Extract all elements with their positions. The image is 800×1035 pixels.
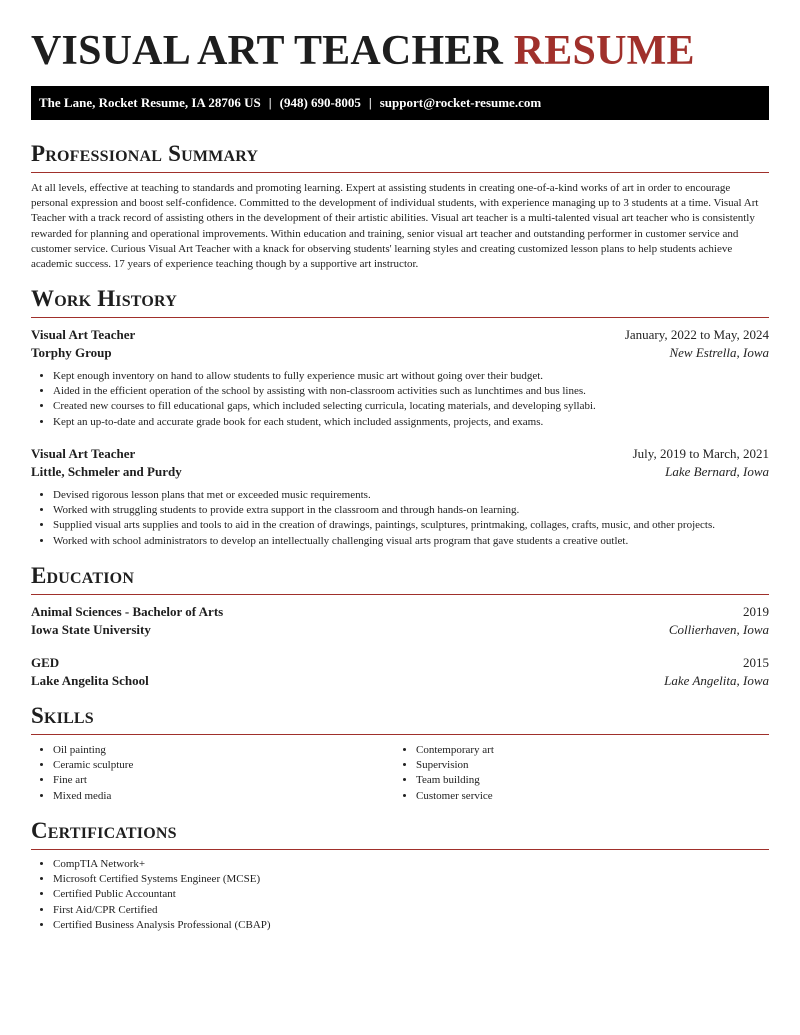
job-location: New Estrella, Iowa: [669, 345, 769, 360]
job-2-bullets: [53, 488, 715, 549]
education-degree: GED: [31, 655, 60, 670]
summary-text: At all levels, effective at teaching to standards and promoting learning. Expert at assisting students in creating one-of-a-kind works of art in order to encourage personal expression and boost self-confidence. Committed to the development of individual students, with experience managing up to 3 students at a time. Visual Art Teacher with a track record of assisting others in the development of their artistic abilities. Visual art teacher is a multi-talented visual art teacher who is consistently rewarded for planning and operational improvements. Within education and training, senior visual art teacher and outstanding performer in customer service and customer service. Curious Visual Art Teacher with a knack for observing students' learning styles and creating customized lesson plans to help students achieve academic success. 17 years of experience teaching though by a supportive art instructor.: [31, 182, 759, 271]
list-item: • Created new courses to fill educational gaps, which included selecting curricula, locating materials, and developing syllabi.: [53, 399, 596, 414]
list-item: • Fine art: [53, 773, 133, 788]
contact-bar: [31, 86, 769, 120]
job-dates: July, 2019 to March, 2021: [632, 446, 769, 461]
section-divider: [31, 317, 769, 318]
resume-title: [31, 26, 695, 76]
list-item: • Worked with school administrators to develop an intellectually challenging visual arts program that gave students a creative outlet.: [53, 534, 715, 549]
section-divider: [31, 172, 769, 173]
education-location: Collierhaven, Iowa: [668, 622, 769, 637]
list-item: • Devised rigorous lesson plans that met or exceeded music requirements.: [53, 488, 715, 503]
contact-email: support@rocket-resume.com: [379, 95, 542, 110]
skills-left-list: [53, 743, 133, 804]
list-item: • Team building: [416, 773, 494, 788]
list-item: • Worked with struggling students to provide extra support in the classroom and through hands-on learning.: [53, 503, 715, 518]
section-divider: [31, 734, 769, 735]
education-1-school-row: [31, 621, 769, 639]
skills-right-list: [416, 743, 494, 804]
list-item: • Oil painting: [53, 743, 133, 758]
education-year: 2015: [743, 655, 769, 670]
section-divider: [31, 594, 769, 595]
education-school: Lake Angelita School: [31, 673, 149, 688]
education-2-school-row: [31, 672, 769, 690]
work-history-heading: Work History: [31, 286, 177, 311]
summary-heading: Professional Summary: [31, 141, 259, 166]
education-heading: Education: [31, 563, 135, 588]
list-item: • CompTIA Network+: [53, 857, 271, 872]
contact-separator: |: [368, 95, 372, 110]
certifications-list: [53, 857, 271, 933]
job-company: Little, Schmeler and Purdy: [31, 464, 182, 479]
skills-heading: Skills: [31, 703, 94, 728]
list-item: • First Aid/CPR Certified: [53, 903, 271, 918]
education-location: Lake Angelita, Iowa: [664, 673, 769, 688]
contact-address: The Lane, Rocket Resume, IA 28706 US: [39, 95, 261, 110]
education-school: Iowa State University: [31, 622, 151, 637]
title-accent: RESUME: [513, 28, 695, 74]
job-1-header: [31, 326, 769, 344]
job-2-header: [31, 445, 769, 463]
list-item: • Aided in the efficient operation of the school by assisting with non-classroom activities such as lunchtimes and bus lines.: [53, 384, 596, 399]
list-item: • Supervision: [416, 758, 494, 773]
section-divider: [31, 849, 769, 850]
list-item: • Microsoft Certified Systems Engineer (MCSE): [53, 872, 271, 887]
list-item: • Kept an up-to-date and accurate grade book for each student, which included assignments, projects, and exams.: [53, 415, 596, 430]
list-item: • Ceramic sculpture: [53, 758, 133, 773]
job-1-company-row: [31, 344, 769, 362]
list-item: • Kept enough inventory on hand to allow students to fully experience music art without going over their budget.: [53, 369, 596, 384]
contact-phone: (948) 690-8005: [279, 95, 361, 110]
title-main: VISUAL ART TEACHER: [31, 28, 504, 74]
education-2-header: [31, 654, 769, 672]
job-location: Lake Bernard, Iowa: [665, 464, 769, 479]
list-item: • Certified Business Analysis Professional (CBAP): [53, 918, 271, 933]
list-item: • Customer service: [416, 789, 494, 804]
job-dates: January, 2022 to May, 2024: [624, 327, 769, 342]
education-1-header: [31, 603, 769, 621]
job-1-bullets: [53, 369, 596, 430]
job-company: Torphy Group: [31, 345, 112, 360]
job-role: Visual Art Teacher: [31, 446, 136, 461]
list-item: • Supplied visual arts supplies and tools to aid in the creation of drawings, paintings, sculptures, printmaking, collages, crafts, music, and other projects.: [53, 518, 715, 533]
education-year: 2019: [743, 604, 769, 619]
certifications-heading: Certifications: [31, 818, 177, 843]
list-item: • Contemporary art: [416, 743, 494, 758]
job-role: Visual Art Teacher: [31, 327, 136, 342]
list-item: • Certified Public Accountant: [53, 887, 271, 902]
list-item: • Mixed media: [53, 789, 133, 804]
contact-separator: |: [268, 95, 272, 110]
education-degree: Animal Sciences - Bachelor of Arts: [31, 604, 224, 619]
job-2-company-row: [31, 463, 769, 481]
